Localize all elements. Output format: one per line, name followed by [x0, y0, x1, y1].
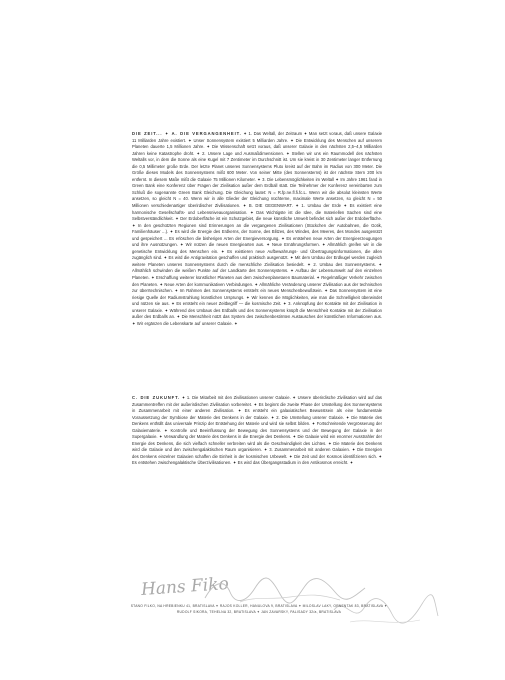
footer-addresses-line1: STANO FILKO, NA HREBIENKU 41, BRATISLAVA ✦ RAJOS KOLLER, HANULOVA 9, BRATISLAVA ✦ MILOSLAV LAKY, ORNENTAK 83, BRATISLAVA ✦	[130, 604, 388, 608]
section-heading: C. DIE ZUKUNFT.	[132, 395, 181, 400]
signature-first: Hans Fiko	[140, 573, 230, 601]
section-heading: DIE ZEIT... ✦ A. DIE VERGANGENHEIT.	[132, 131, 242, 136]
section-future	[132, 395, 382, 467]
section-text: ✦ 1. Das Weltall, der Zeitraum ✦ Man setzt voraus, daß unsere Galaxie 11 Milliarden Jahre existiert. ✦ Unser Sonnensystem existiert 5 Milliarden Jahre. ✦ Die Entwicklung des Menschen auf unserem Planeten dauerte 1,5 Millionen Jahre. ✦ Die Wissenschaft setzt voraus, daß unserer Galaxie in den nächsten 2,5–4,5 Milliarden Jahren keine Katastrophe droht. ✦ 2. Unsere Lage und Ausmaßdimensionen. ✦ Stellen wir uns ein Raummodell des nächsten Weltalls vor, in dem die Sonne als eine Kugel mit 7 Zentimeter im Durchschnitt ist. Um sie kreist in 30 Zentimeter langer Entfernung die 0,5 Millimeter große Erde. Der letzte Planet unseres Sonnensystems Pluto kreist auf der Bahn im Radius von 300 Meter. Die Größe dieses Models des Sonnensystems mißt 600 Meter. Von seiner Mitte (des Sonnensterns) ist der nächste Stern 200 km entfernt. In diesem Maße mißt die Galaxie 75 Millionen Kilometer. ✦ 3. Die Lebensmöglichkeiten im Weltall ✦ Im Jahre 1961 fand in Green Bank eine Konferenz über Fragen der Zivilisation außer dem Erdball statt. Die Teilnehmer der Konferenz vereinbarten zum Schluß die sogenannte Green Bank Gleichung. Die Gleichung lautet: N = R.fp.ne.fl.fi.fc.L. Wenn wir die absolut kleinsten Werte ansetzen, so gleicht N = 40. Wenn wir in alle Glieder der Gleichung nüchterne, maximale Werte ansetzen, so gleicht N = 50 Millionen verschiedenartiger überirdischer Zivilisationen. ✦ B. DIE GEGENWART. ✦ 1. Umbau der Erde ✦ Es existiert eine harmonische Gesellschafts- und Lebensniveauorganisation. ✦ Das Wichtigste ist die Idee, die materiellen Sachen sind eine Selbstverständlichkeit. ✦ Der Erdoberfläche ist ein Schutzgebiet, die neue künstliche Umwelt befindet sich außer der Erdoberfläche. ✦ In den geschützten Regionen sind Erinnerungen an die vergangenen Zivilisationen (Stückchen der Autobahnen, die Gotik, Familienhäuser ...). ✦ Es wird die Energie des Erdkerns, der Sonne, des Blitzes, des Windes, des Meeres, des Mondes ausgenützt und gespeichert ... Es erlöschen die bisherigen Arten der Energieversorgung. ✦ Es entstehen neue Arten der Energieerzeugungen und ihre Ausnützungen. ✦ Wir nützen die neuen Energiearten aus. ✦ Neue Ernährungsformen. ✦ Allmählich greifen wir in die genetische Entwicklung des Menschen ein. ✦ Es existieren neue Aufbewahrungs- und Übertragungsinformationen, die allen zugänglich sind. ✦ Es wird die Antigravitation geschaffen und praktisch ausgenützt. ✦ Mit dem Umbau der Erdkugel werden zugleich weitere Planeten unseres Sonnensystems durch die menschliche Zivilisation besiedelt. ✦ 2. Umbau des Sonnensystems. ✦ Allmählich schwinden die weißen Punkte auf der Landkarte des Sonnensystems. ✦ Aufbau der Lebensumwelt auf den einzelnen Planeten. ✦ Erschaffung weiterer künstlicher Planeten aus dem zwischenplanetaren Baumaterial. ✦ Regelmäßiger Verkehr zwischen den Planeten. ✦ Neue Arten der kommunikativen Verbindungen. ✦ Allmähliche Veränderung unserer Zivilisation aus der technischen zur überrtechnischen. ✦ Im Rahmen des Sonnensystems entsteht ein neues Menschenbewußtsein. ✦ Das Sonnensystem ist eine riesige Quelle der Radiumstrahlung künstlichen Ursprungs. ✦ Wir kennen die Möglichkeiten, wie man die Schnelligkeit überwindet und nützen sie aus. ✦ Es entsteht ein neuer Zeitbegriff — die kosmische Zeit. ✦ 3. Anknüpfung der Kontakte mit der Zivilisation in unserer Galaxie. ✦ Während des Umbaus des Erdballs und des Sonnensystems knüpft die Menschheit Kontakte mit der Zivilisation außer des Erdballs an. ✦ Die Menschheit nützt das System des zwischenbestirnten Austausches der künstlichen Informationen aus. ✦ Wir ergänzen die Lebenskarte auf unserer Galaxie. ✦	[132, 131, 382, 326]
section-text: ✦ 1. Die Mitarbeit mit den Zivilisationen unserer Galaxie. ✦ Unsere überirdische Zivilisation wird auf das Zusammentreffen mit der außerirdischen Zivilisation vorbereitet. ✦ Es beginnt die zweite Phase der Umstellung des Sonnensystems in Zusammenarbeit mit einer anderen Zivilisation. ✦ Es entsteht ein galaxiatisches Bewusstsein als eine fundamentale Voraussetzung der Symbiose der Materie des Denkens in der Galaxie. ✦ 2. Die Umstellung unserer Galaxie. ✦ Die Materie des Denkens enthüllt das universale Prinzip der Entstehung der Materie und wird sie selbst bilden. ✦ Fortschreitende Vergrösserung der Galaxiematerie. ✦ Kontrolle und Beeinflussung der Bewegung des Sonnensystems und der Bewegung der Galaxie in der Supergalaxie. ✦ Verwandlung der Materie des Denkens in die Energie des Denkens. ✦ Die Galaxie wird ein enormer Ausstrahler der Energie des Denkens, die sich vielfach schneller verbreiten wird als die Geschwindigkeit des Lichtes. ✦ Die Materie des Denkens wird die Galaxie und den zwischengalaktischen Raum organisieren. ✦ 3. Zusammenarbeit mit anderen Galaxien. ✦ Die Energien des Denkens einzelner Galaxien schaffen die Einheit in der kosmischen Urbewelt. ✦ Die Zeit und der Kosmos identifizieren sich. ✦ Es entstehen zwischengalaktische Überzivilisationen. ✦ Es wird das Übergangsstadium in den Antikosmos erreicht. ✦	[132, 395, 383, 466]
section-past-present	[132, 131, 382, 327]
footer-addresses-line2: RUDOLF SIKORA, TEHELNA 32, BRATISLAVA ✦ JAN ZAVARSKY, PALISADY 32/a, BRATISLAVA	[176, 610, 342, 614]
